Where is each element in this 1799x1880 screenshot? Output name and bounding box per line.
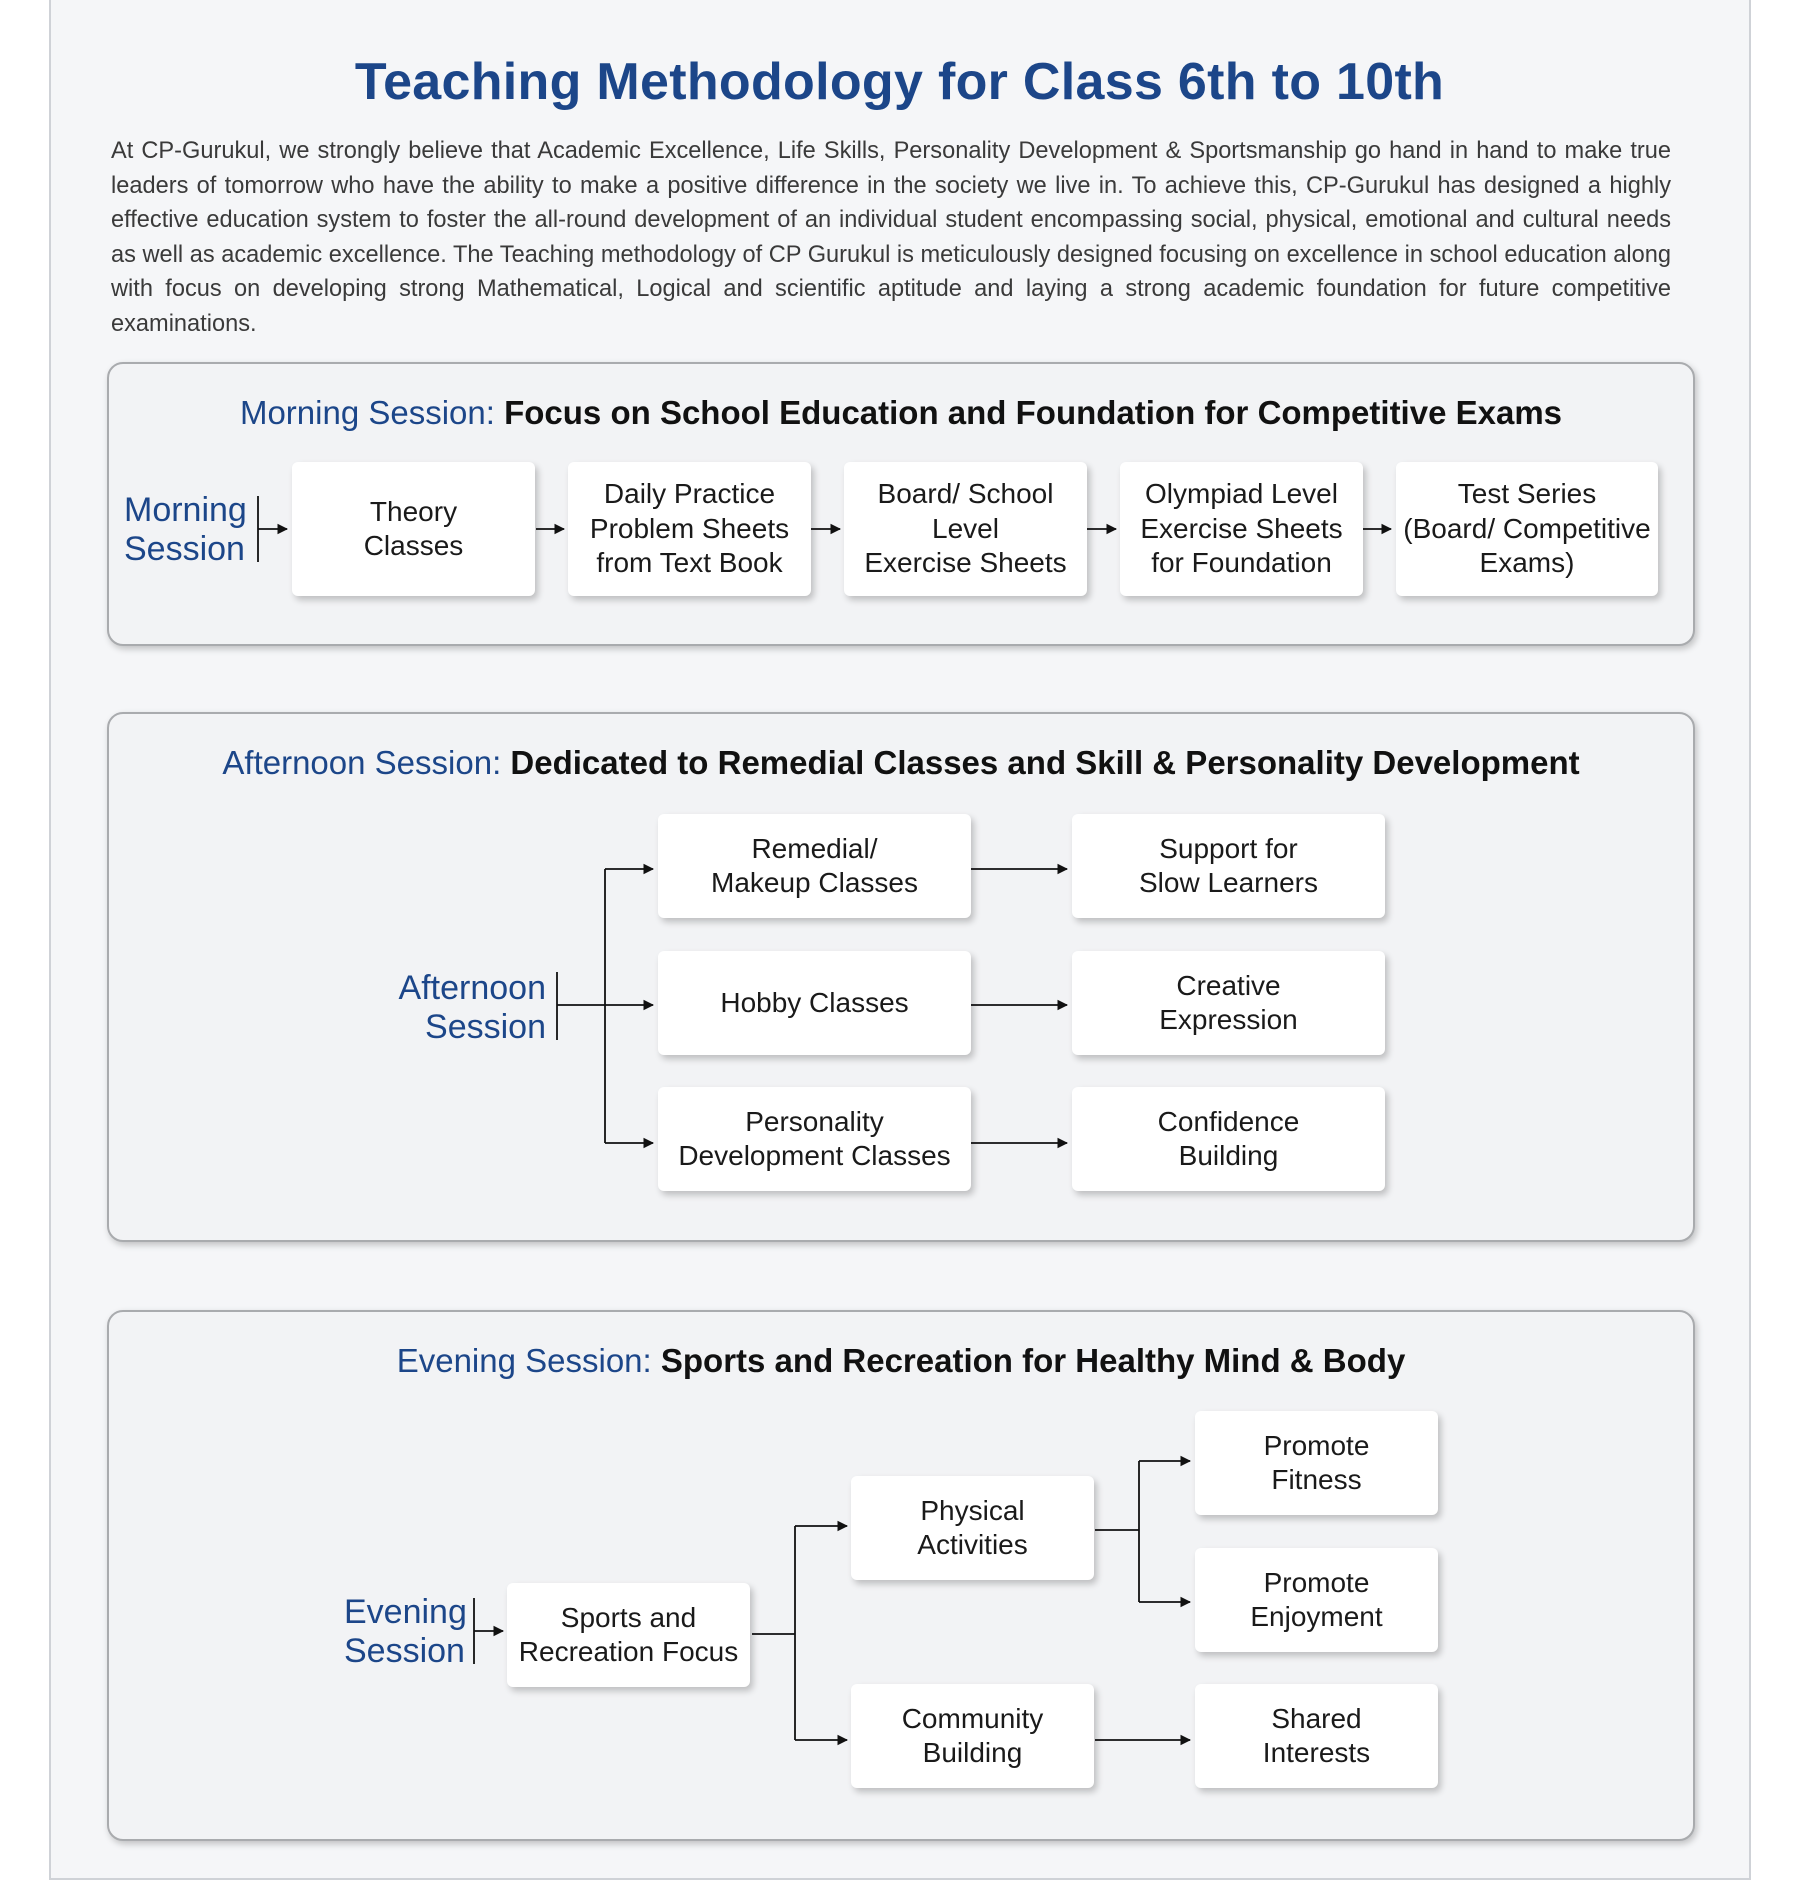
evening-outcome-shared-interests: Shared Interests [1195,1684,1438,1788]
afternoon-class-remedial: Remedial/ Makeup Classes [658,814,971,918]
morning-heading [109,394,1693,432]
morning-step-theory: Theory Classes [292,462,535,596]
morning-heading-main: Focus on School Education and Foundation for Competitive Exams [504,394,1563,431]
evening-outcome-enjoyment: Promote Enjoyment [1195,1548,1438,1652]
evening-heading-lead: Evening Session: [396,1342,652,1379]
morning-step-daily-practice: Daily Practice Problem Sheets from Text Book [568,462,811,596]
page-title: Teaching Methodology for Class 6th to 10th [354,53,1445,111]
evening-heading-main: Sports and Recreation for Healthy Mind & Body [660,1342,1406,1379]
evening-community-building: Community Building [851,1684,1094,1788]
morning-step-olympiad: Olympiad Level Exercise Sheets for Foundation [1120,462,1363,596]
afternoon-outcome-creative: Creative Expression [1072,951,1385,1055]
morning-heading-lead: Morning Session: [239,394,495,431]
intro-paragraph: At CP-Gurukul, we strongly believe that Academic Excellence, Life Skills, Personality Development & Sportsmanship go hand in hand to make true leaders of tomorrow who have the ability to make a positive difference in the society we live in. To achieve this, CP-Gurukul has designed a highly effective education system to foster the all-round development of an individual student encompassing social, physical, emotional and cultural needs as well as academic excellence. The Teaching methodology of CP Gurukul is meticulously designed focusing on excellence in school education along with focus on developing strong Mathematical, Logical and scientific aptitude and laying a strong academic foundation for future competitive examinations. [111,138,1671,337]
evening-outcome-fitness: Promote Fitness [1195,1411,1438,1515]
afternoon-heading-lead: Afternoon Session: [222,744,502,781]
afternoon-heading-main: Dedicated to Remedial Classes and Skill & Personality Development [510,744,1580,781]
afternoon-outcome-confidence: Confidence Building [1072,1087,1385,1191]
evening-physical-activities: Physical Activities [851,1476,1094,1580]
afternoon-heading [109,744,1693,782]
morning-step-test-series: Test Series (Board/ Competitive Exams) [1396,462,1658,596]
evening-sports-focus: Sports and Recreation Focus [507,1583,750,1687]
afternoon-class-hobby: Hobby Classes [658,951,971,1055]
evening-heading [109,1342,1693,1380]
morning-session-label: Morning Session [124,491,247,568]
afternoon-class-personality: Personality Development Classes [658,1087,971,1191]
afternoon-outcome-support: Support for Slow Learners [1072,814,1385,918]
morning-step-board-exercise: Board/ School Level Exercise Sheets [844,462,1087,596]
afternoon-session-label: Afternoon Session [398,969,546,1046]
evening-session-label: Evening Session [344,1593,467,1670]
